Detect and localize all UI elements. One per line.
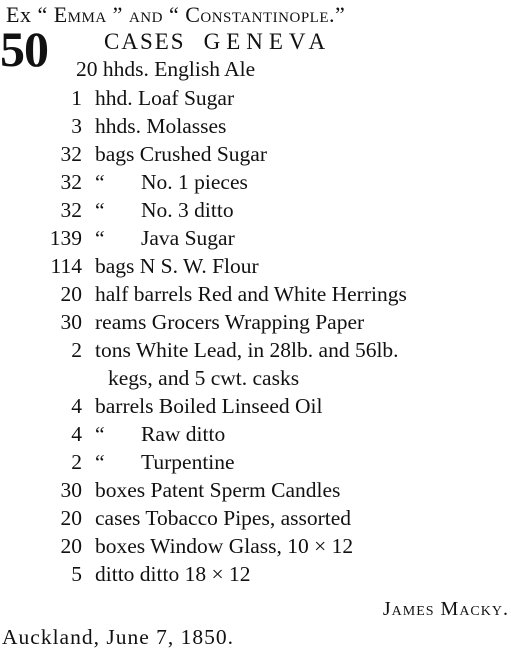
item-description — [95, 254, 259, 279]
list-item — [0, 282, 511, 310]
item-description — [95, 114, 226, 139]
item-text: Java Sugar — [141, 226, 235, 250]
item-description — [95, 338, 399, 363]
list-item — [0, 114, 511, 142]
list-item — [0, 506, 511, 534]
item-text: barrels Boiled Linseed Oil — [95, 394, 323, 418]
item-description — [95, 394, 322, 419]
item-description — [95, 170, 248, 195]
item-description — [95, 478, 340, 503]
dateline: Auckland, June 7, 1850. — [2, 625, 234, 649]
merchant-signature: James Macky. — [382, 598, 509, 620]
item-description — [95, 142, 267, 167]
item-text: hhd. Loaf Sugar — [95, 86, 235, 110]
item-description — [95, 86, 234, 111]
list-item — [0, 534, 511, 562]
ex-label: Ex — [6, 2, 32, 27]
item-quantity: 3 — [71, 114, 82, 138]
item-quantity: 1 — [71, 86, 82, 110]
item-description — [95, 506, 351, 531]
ditto-mark: “ — [95, 422, 105, 446]
item-description — [95, 198, 234, 223]
ship-name-emma: “ Emma ” — [37, 2, 123, 27]
item-quantity: 30 — [60, 310, 82, 334]
item-text: tons White Lead, in 28lb. and 56lb. — [95, 338, 399, 362]
item-quantity: 32 — [60, 142, 82, 166]
item-text: boxes Window Glass, 10 × 12 — [95, 534, 354, 558]
ditto-mark: “ — [95, 226, 105, 250]
item-description — [95, 422, 225, 447]
item-text: Raw ditto — [141, 422, 226, 446]
item-description — [95, 450, 235, 475]
item-quantity: 32 — [60, 198, 82, 222]
item-quantity: 2 — [71, 450, 82, 474]
item-text: bags Crushed Sugar — [95, 142, 267, 166]
item-text: ditto ditto 18 × 12 — [95, 562, 251, 586]
list-item — [0, 86, 511, 114]
cases-label: CASES — [104, 29, 186, 54]
item-description — [95, 310, 364, 335]
item-description: 20 hhds. English Ale — [76, 57, 256, 81]
list-item — [0, 170, 511, 198]
item-text: reams Grocers Wrapping Paper — [95, 310, 365, 334]
list-item — [0, 198, 511, 226]
list-item — [0, 226, 511, 254]
list-item — [0, 422, 511, 450]
list-item — [0, 310, 511, 338]
item-quantity: 4 — [71, 394, 82, 418]
item-quantity: 32 — [60, 170, 82, 194]
list-item — [0, 57, 511, 85]
item-text: hhds. Molasses — [95, 114, 227, 138]
list-item — [0, 478, 511, 506]
item-quantity: 139 — [49, 226, 82, 250]
lot-number: 50 — [0, 21, 48, 77]
item-quantity: 114 — [50, 254, 82, 278]
item-quantity: 20 — [60, 534, 82, 558]
item-continuation: kegs, and 5 cwt. casks — [108, 366, 300, 390]
item-text: half barrels Red and White Herrings — [95, 282, 407, 306]
item-description — [95, 282, 407, 307]
list-item — [0, 142, 511, 170]
ditto-mark: “ — [95, 450, 105, 474]
list-item — [0, 450, 511, 478]
item-description — [95, 226, 235, 251]
and-label: and — [128, 2, 163, 27]
geneva-label: GENEVA — [203, 29, 332, 54]
list-item — [0, 254, 511, 282]
item-text: cases Tobacco Pipes, assorted — [95, 506, 352, 530]
item-text: Turpentine — [141, 450, 235, 474]
item-quantity: 30 — [60, 478, 82, 502]
ditto-mark: “ — [95, 198, 105, 222]
item-quantity: 20 — [60, 282, 82, 306]
list-item — [0, 394, 511, 422]
item-description — [95, 534, 353, 559]
item-text: bags N S. W. Flour — [95, 254, 259, 278]
list-item — [0, 562, 511, 590]
item-text: No. 1 pieces — [141, 170, 248, 194]
ship-name-constantinople: “ Constantinople.” — [168, 2, 346, 27]
item-text: No. 3 ditto — [141, 198, 234, 222]
item-quantity: 2 — [71, 338, 82, 362]
item-description — [95, 562, 250, 587]
ship-header — [6, 2, 345, 28]
item-text: boxes Patent Sperm Candles — [95, 478, 341, 502]
item-quantity: 4 — [71, 422, 82, 446]
list-item — [0, 338, 511, 366]
ditto-mark: “ — [95, 170, 105, 194]
cases-geneva-heading — [104, 29, 331, 55]
item-quantity: 20 — [60, 506, 82, 530]
item-quantity: 5 — [71, 562, 82, 586]
